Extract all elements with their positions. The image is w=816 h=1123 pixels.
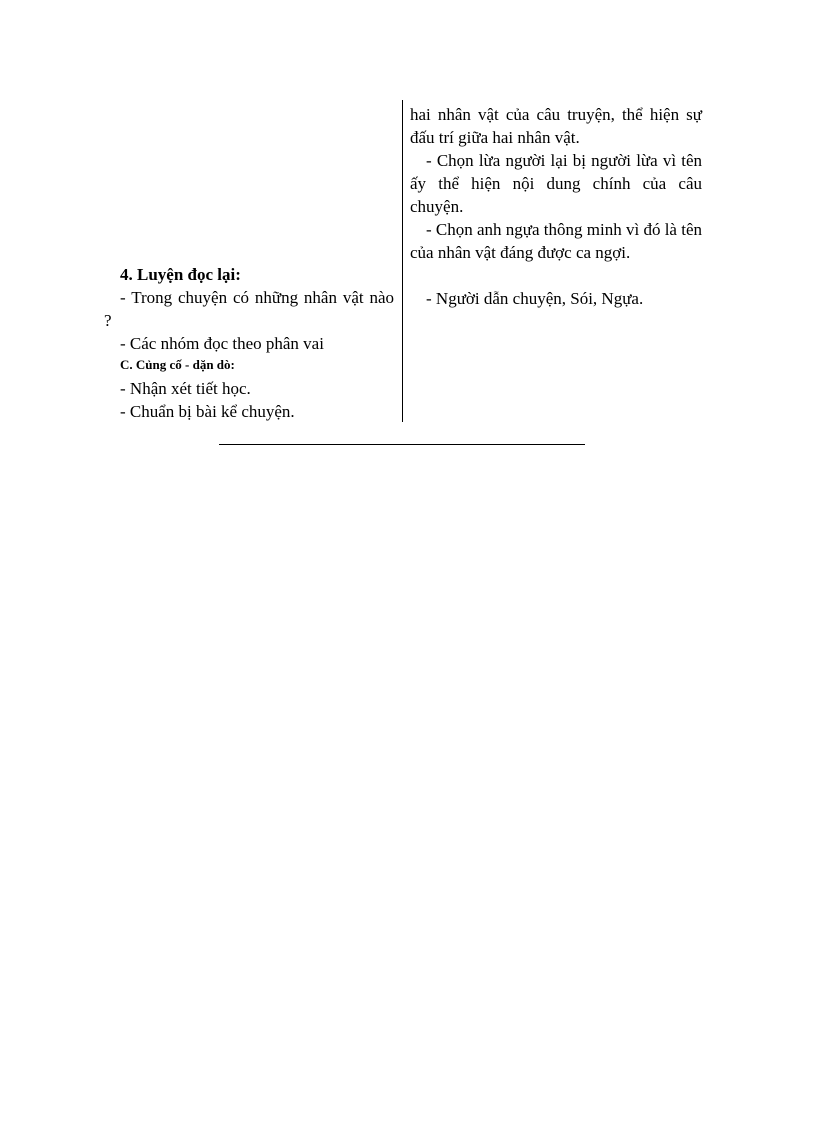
- section-heading-consolidation: C. Củng cố - dặn dò:: [120, 357, 235, 372]
- answer-paragraph-2: - Chọn lừa người lại bị người lừa vì tên ấy thể hiện nội dung chính của câu chuyện.: [410, 151, 702, 216]
- end-of-lesson-rule: [219, 444, 585, 445]
- spacer: [410, 264, 702, 287]
- column-divider: [402, 100, 403, 422]
- item-prepare-story: - Chuẩn bị bài kể chuyện.: [120, 402, 295, 421]
- answer-characters: - Người dẫn chuyện, Sói, Ngựa.: [426, 289, 644, 308]
- answer-paragraph-3: - Chọn anh ngựa thông minh vì đó là tên của nhân vật đáng được ca ngợi.: [410, 220, 702, 262]
- question-characters: - Trong chuyện có những nhân vật nào ?: [104, 288, 394, 330]
- student-activities-column: [410, 103, 702, 310]
- instruction-role-reading: - Các nhóm đọc theo phân vai: [120, 334, 324, 353]
- teacher-activities-column: [104, 263, 394, 423]
- item-lesson-review: - Nhận xét tiết học.: [120, 379, 251, 398]
- section-heading-read-again: 4. Luyện đọc lại:: [120, 265, 241, 284]
- answer-paragraph-1: hai nhân vật của câu truyện, thể hiện sự đấu trí giữa hai nhân vật.: [410, 105, 702, 147]
